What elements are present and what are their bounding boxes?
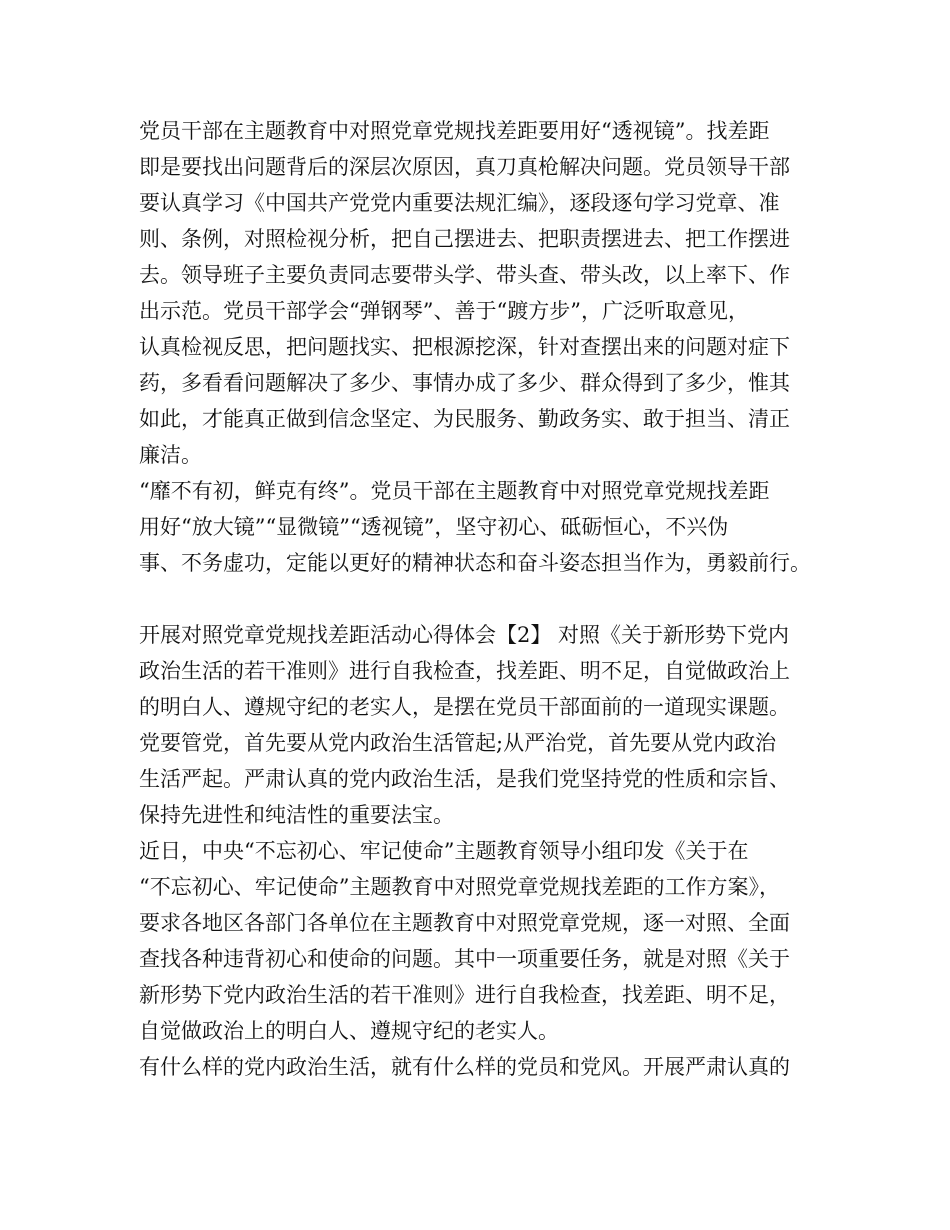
text-line: 即是要找出问题背后的深层次原因，真刀真枪解决问题。党员领导干部 bbox=[139, 155, 790, 179]
section-heading-line: 开展对照党章党规找差距活动心得体会【2】 对照《关于新形势下党内 bbox=[139, 623, 790, 647]
text-line: 事、不务虚功，定能以更好的精神状态和奋斗姿态担当作为，勇毅前行。 bbox=[139, 551, 811, 575]
text-line: “靡不有初，鲜克有终”。党员干部在主题教育中对照党章党规找差距 bbox=[139, 479, 770, 503]
text-line: 认真检视反思，把问题找实、把根源挖深，针对查摆出来的问题对症下 bbox=[139, 335, 790, 359]
text-line: 新形势下党内政治生活的若干准则》进行自我检查，找差距、明不足， bbox=[139, 983, 790, 1007]
text-line: 近日，中央“不忘初心、牢记使命”主题教育领导小组印发《关于在 bbox=[139, 839, 749, 863]
text-line: 用好“放大镜”“显微镜”“透视镜”，坚守初心、砥砺恒心，不兴伪 bbox=[139, 515, 729, 539]
text-line: 要求各地区各部门各单位在主题教育中对照党章党规，逐一对照、全面 bbox=[139, 911, 790, 935]
text-line: 则、条例，对照检视分析，把自己摆进去、把职责摆进去、把工作摆进 bbox=[139, 227, 790, 251]
text-line: 廉洁。 bbox=[139, 443, 202, 467]
text-line: 药，多看看问题解决了多少、事情办成了多少、群众得到了多少，惟其 bbox=[139, 371, 790, 395]
text-line: 党员干部在主题教育中对照党章党规找差距要用好“透视镜”。找差距 bbox=[139, 119, 770, 143]
text-line: “不忘初心、牢记使命”主题教育中对照党章党规找差距的工作方案》， bbox=[139, 875, 780, 899]
text-line: 生活严起。严肃认真的党内政治生活，是我们党坚持党的性质和宗旨、 bbox=[139, 767, 790, 791]
text-line: 保持先进性和纯洁性的重要法宝。 bbox=[139, 803, 454, 827]
text-line: 的明白人、遵规守纪的老实人，是摆在党员干部面前的一道现实课题。 bbox=[139, 695, 790, 719]
text-line: 如此，才能真正做到信念坚定、为民服务、勤政务实、敢于担当、清正 bbox=[139, 407, 790, 431]
text-line: 有什么样的党内政治生活，就有什么样的党员和党风。开展严肃认真的 bbox=[139, 1055, 790, 1079]
text-line: 要认真学习《中国共产党党内重要法规汇编》，逐段逐句学习党章、准 bbox=[139, 191, 780, 215]
text-line: 党要管党，首先要从党内政治生活管起;从严治党，首先要从党内政治 bbox=[139, 731, 777, 755]
text-line: 去。领导班子主要负责同志要带头学、带头查、带头改，以上率下、作 bbox=[139, 263, 790, 287]
text-line: 出示范。党员干部学会“弹钢琴”、善于“踱方步”，广泛听取意见， bbox=[139, 299, 749, 323]
text-line: 查找各种违背初心和使命的问题。其中一项重要任务，就是对照《关于 bbox=[139, 947, 790, 971]
text-line: 自觉做政治上的明白人、遵规守纪的老实人。 bbox=[139, 1019, 559, 1043]
text-line: 政治生活的若干准则》进行自我检查，找差距、明不足，自觉做政治上 bbox=[139, 659, 790, 683]
